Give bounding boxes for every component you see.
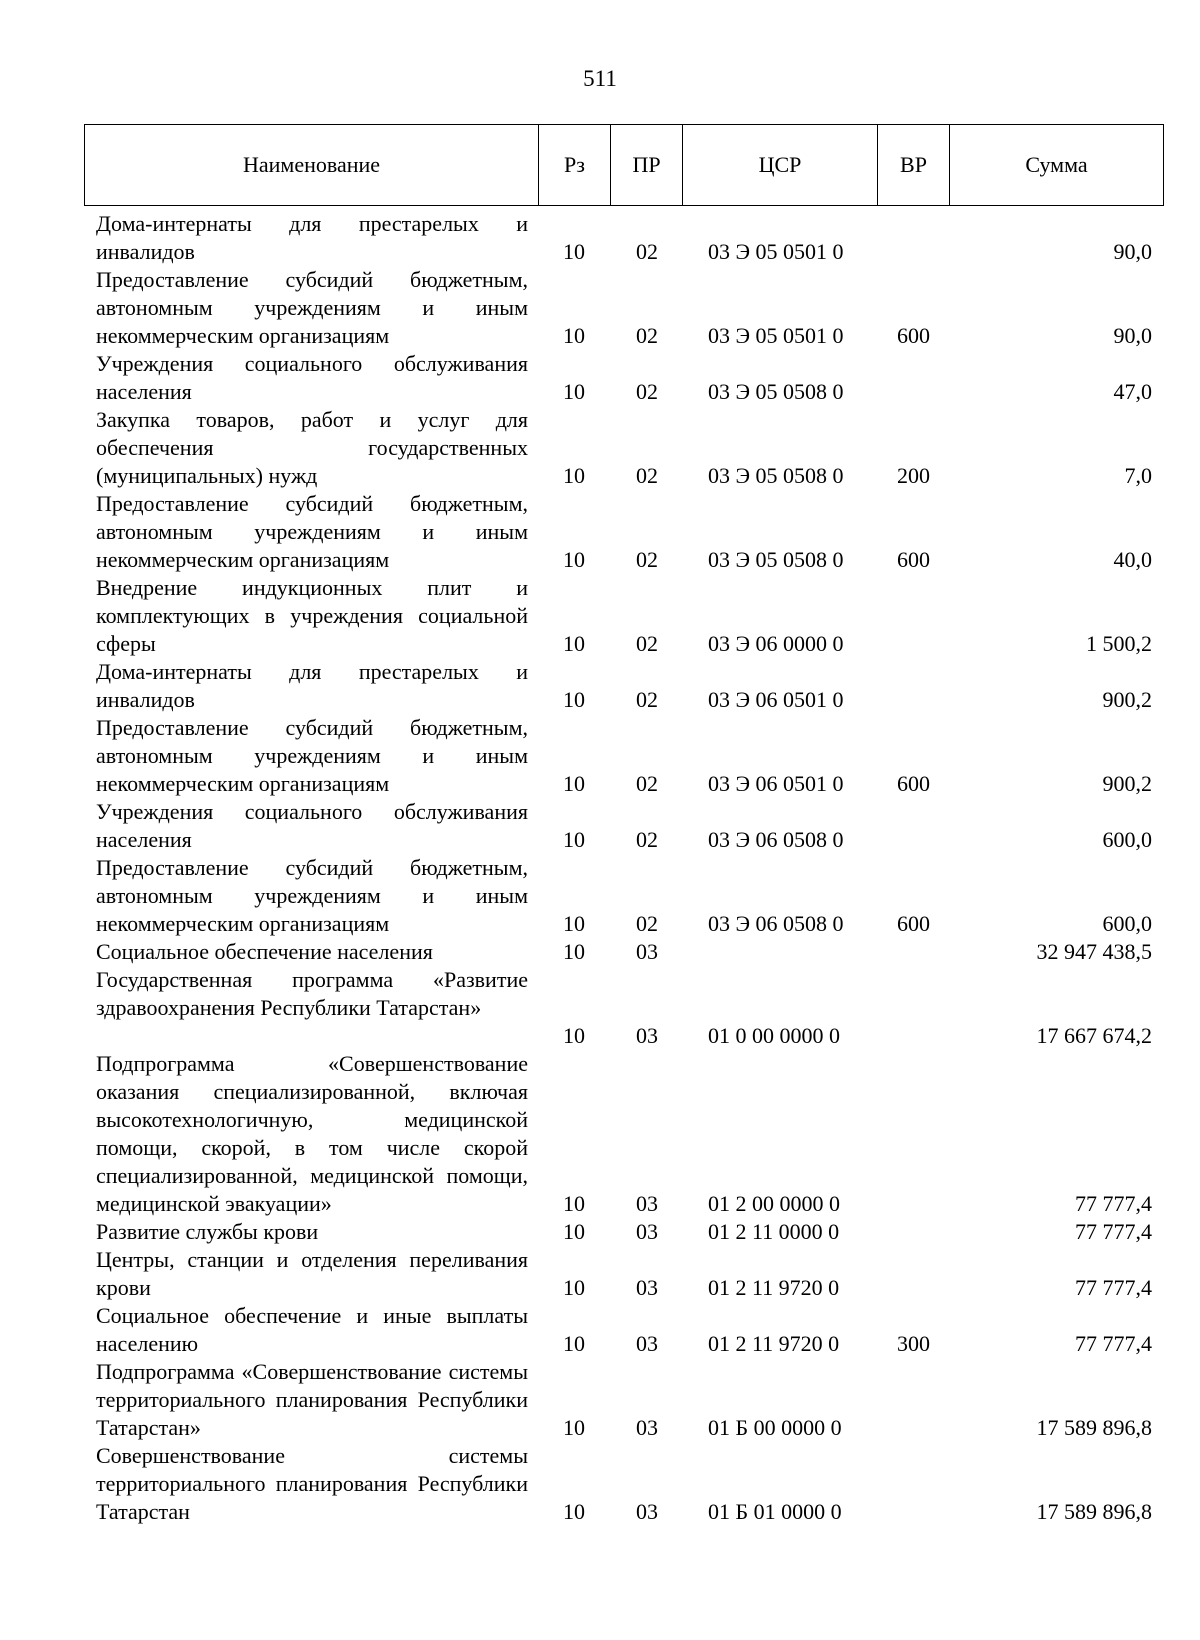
table-row [0,1302,1200,1358]
row-pr: 03 [636,1191,658,1216]
page-number: 511 [583,66,617,91]
row-pr: 03 [636,1023,658,1048]
row-csr: 03 Э 05 0508 0 [708,463,844,488]
row-sum: 32 947 438,5 [1036,939,1152,964]
row-sum: 900,2 [1102,771,1152,796]
row-csr: 01 2 11 0000 0 [708,1219,840,1244]
table-row [0,350,1200,406]
row-name: Подпрограмма «Совершенствование системы территориального планирования Республики Татарстан» [96,1359,528,1440]
table-row [0,574,1200,658]
row-csr: 03 Э 05 0501 0 [708,323,844,348]
row-rz: 10 [563,911,585,936]
row-rz: 10 [563,771,585,796]
row-vr: 600 [897,323,930,348]
row-rz: 10 [563,1415,585,1440]
table-row [0,210,1200,266]
table-row [0,1218,1200,1246]
row-csr: 03 Э 05 0508 0 [708,379,844,404]
row-name: Дома-интернаты для престарелых и инвалидов [96,211,528,264]
header-sum: Сумма [1025,152,1088,177]
table-row [0,1442,1200,1526]
row-sum: 90,0 [1113,239,1152,264]
row-vr: 600 [897,547,930,572]
row-name: Социальное обеспечение и иные выплаты населению [96,1303,528,1356]
row-sum: 77 777,4 [1075,1275,1152,1300]
row-name: Развитие службы крови [96,1219,319,1244]
row-pr: 02 [636,547,658,572]
row-name: Государственная программа «Развитие здравоохранения Республики Татарстан» [96,967,528,1020]
table-row [0,854,1200,938]
row-vr: 600 [897,911,930,936]
row-sum: 90,0 [1113,323,1152,348]
row-rz: 10 [563,1191,585,1216]
header-pr: ПР [611,125,683,205]
row-name: Учреждения социального обслуживания населения [96,351,528,404]
row-csr: 03 Э 06 0501 0 [708,771,844,796]
table-row [0,938,1200,966]
row-sum: 77 777,4 [1075,1331,1152,1356]
row-pr: 02 [636,239,658,264]
row-rz: 10 [563,1331,585,1356]
row-sum: 7,0 [1124,463,1152,488]
row-sum: 40,0 [1113,547,1152,572]
row-csr: 01 2 11 9720 0 [708,1331,840,1356]
row-vr: 200 [897,463,930,488]
row-sum: 47,0 [1113,379,1152,404]
row-rz: 10 [563,323,585,348]
row-csr: 03 Э 06 0508 0 [708,827,844,852]
header-rz: Рз [539,125,611,205]
row-csr: 01 0 00 0000 0 [708,1023,840,1048]
row-rz: 10 [563,939,585,964]
table-body [0,210,1200,1526]
row-rz: 10 [563,239,585,264]
row-sum: 17 667 674,2 [1036,1023,1152,1048]
table-row [0,714,1200,798]
row-pr: 02 [636,911,658,936]
row-sum: 900,2 [1102,687,1152,712]
row-csr: 03 Э 05 0508 0 [708,547,844,572]
row-name: Предоставление субсидий бюджетным, автономным учреждениям и иным некоммерческим организациям [96,491,528,572]
row-sum: 600,0 [1102,911,1152,936]
row-pr: 02 [636,771,658,796]
row-name: Учреждения социального обслуживания населения [96,799,528,852]
table-header [84,124,1164,206]
row-name: Дома-интернаты для престарелых и инвалидов [96,659,528,712]
row-rz: 10 [563,1219,585,1244]
row-sum: 17 589 896,8 [1036,1499,1152,1524]
row-rz: 10 [563,547,585,572]
row-name: Закупка товаров, работ и услуг для обеспечения государственных (муниципальных) нужд [96,407,528,488]
row-rz: 10 [563,1499,585,1524]
header-csr: ЦСР [683,125,878,205]
table-row [0,1246,1200,1302]
row-pr: 03 [636,939,658,964]
table-row [0,1050,1200,1218]
row-csr: 03 Э 06 0000 0 [708,631,844,656]
header-vr: ВР [878,125,950,205]
table-row [0,490,1200,574]
table-row [0,658,1200,714]
row-name: Предоставление субсидий бюджетным, автономным учреждениям и иным некоммерческим организациям [96,267,528,348]
row-rz: 10 [563,1275,585,1300]
row-vr: 600 [897,771,930,796]
table-row [0,798,1200,854]
row-vr: 300 [897,1331,930,1356]
row-sum: 77 777,4 [1075,1219,1152,1244]
row-rz: 10 [563,379,585,404]
row-sum: 600,0 [1102,827,1152,852]
row-pr: 03 [636,1499,658,1524]
row-name: Предоставление субсидий бюджетным, автономным учреждениям и иным некоммерческим организациям [96,855,528,936]
row-pr: 02 [636,827,658,852]
row-csr: 01 2 00 0000 0 [708,1191,840,1216]
row-csr: 01 Б 01 0000 0 [708,1499,842,1524]
row-name: Совершенствование системы территориального планирования Республики Татарстан [96,1443,528,1524]
row-pr: 02 [636,687,658,712]
table-row [0,266,1200,350]
row-sum: 1 500,2 [1086,631,1152,656]
table-row [0,1358,1200,1442]
row-rz: 10 [563,463,585,488]
row-pr: 02 [636,379,658,404]
row-csr: 03 Э 06 0508 0 [708,911,844,936]
row-csr: 03 Э 06 0501 0 [708,687,844,712]
row-rz: 10 [563,631,585,656]
row-csr: 03 Э 05 0501 0 [708,239,844,264]
row-pr: 02 [636,631,658,656]
row-pr: 03 [636,1415,658,1440]
row-sum: 77 777,4 [1075,1191,1152,1216]
table-row [0,406,1200,490]
row-name: Внедрение индукционных плит и комплектующих в учреждения социальной сферы [96,575,528,656]
row-pr: 03 [636,1275,658,1300]
row-csr: 01 Б 00 0000 0 [708,1415,842,1440]
row-pr: 03 [636,1331,658,1356]
row-pr: 03 [636,1219,658,1244]
row-csr: 01 2 11 9720 0 [708,1275,840,1300]
row-pr: 02 [636,323,658,348]
row-name: Предоставление субсидий бюджетным, автономным учреждениям и иным некоммерческим организациям [96,715,528,796]
row-name: Социальное обеспечение населения [96,939,433,964]
row-sum: 17 589 896,8 [1036,1415,1152,1440]
row-rz: 10 [563,687,585,712]
row-pr: 02 [636,463,658,488]
row-rz: 10 [563,827,585,852]
row-name: Подпрограмма «Совершенствование оказания специализированной, включая высокотехнологичную, медицинской помощи, скорой, в том числе скорой специализированной, медицинской помощи, медицинской эвакуации» [96,1051,528,1216]
row-rz: 10 [563,1023,585,1048]
header-name: Наименование [85,125,539,205]
table-row [0,966,1200,1050]
row-name: Центры, станции и отделения переливания крови [96,1247,528,1300]
